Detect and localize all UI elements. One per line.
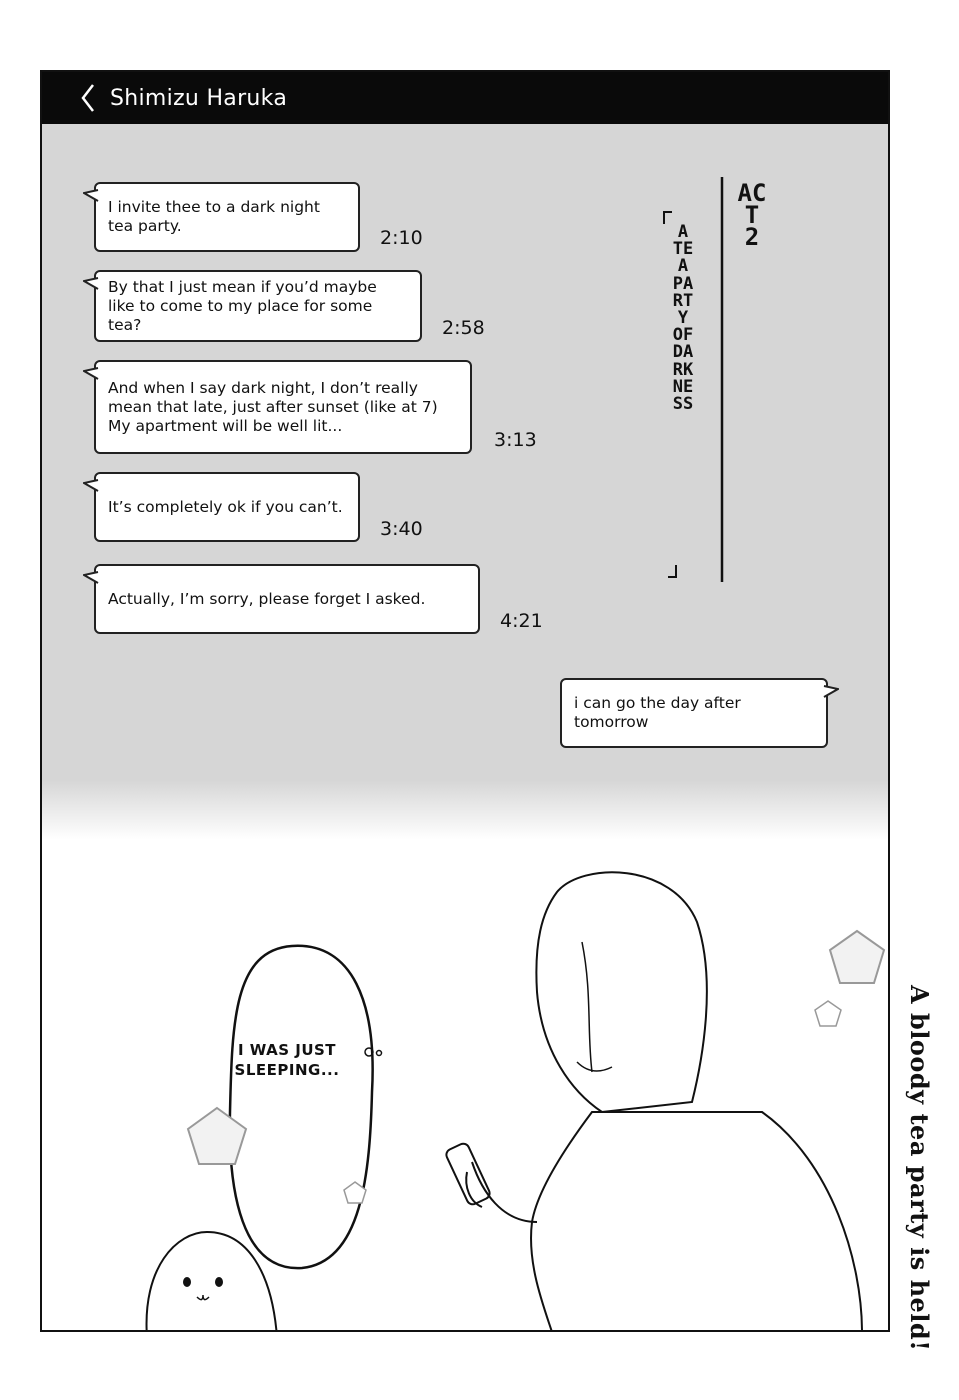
reply-text: i can go the day after tomorrow — [574, 694, 741, 731]
caption-text: A bloody tea party is held! — [905, 985, 934, 1352]
contact-name: Shimizu Haruka — [110, 85, 288, 111]
message-text: By that I just mean if you’d maybe like to come to my place for some tea? — [108, 277, 377, 334]
chapter-subtitle: A TEA PARTY OF DARKNESS — [672, 222, 694, 415]
chevron-left-icon[interactable] — [80, 80, 106, 116]
bubble-tail — [83, 478, 99, 492]
manga-panel — [40, 70, 890, 1332]
seal-mascot-illustration — [137, 1187, 287, 1332]
thought-dots — [364, 1046, 384, 1058]
message-bubble[interactable] — [94, 360, 472, 454]
message-text: And when I say dark night, I don’t really mean that late, just after sunset (like at 7) My apartment will be well lit... — [108, 378, 438, 435]
reply-bubble[interactable] — [560, 678, 828, 748]
bubble-tail — [83, 366, 99, 380]
message-text: I invite thee to a dark night tea party. — [108, 198, 320, 235]
message-bubble[interactable] — [94, 564, 480, 634]
message-text: It’s completely ok if you can’t. — [108, 497, 343, 516]
sparkle-decoration — [342, 1180, 368, 1206]
girl-with-phone-illustration — [442, 862, 890, 1332]
message-bubble[interactable] — [94, 472, 360, 542]
message-text: Actually, I’m sorry, please forget I asked. — [108, 589, 426, 608]
bubble-tail — [823, 684, 839, 698]
thought-text: I WAS JUST SLEEPING... — [234, 1041, 340, 1079]
message-bubble[interactable] — [94, 270, 422, 342]
act-title: ACT 2 — [737, 179, 767, 251]
message-time: 3:13 — [494, 429, 537, 451]
bubble-tail — [83, 188, 99, 202]
message-time: 4:21 — [500, 610, 543, 632]
message-bubble[interactable] — [94, 182, 360, 252]
sparkle-decoration — [182, 1102, 252, 1172]
bubble-tail — [83, 570, 99, 584]
message-time: 3:40 — [380, 518, 423, 540]
bubble-tail — [83, 276, 99, 290]
chat-fade — [42, 780, 888, 840]
message-time: 2:58 — [442, 317, 485, 339]
chat-header — [42, 72, 888, 124]
message-time: 2:10 — [380, 227, 423, 249]
